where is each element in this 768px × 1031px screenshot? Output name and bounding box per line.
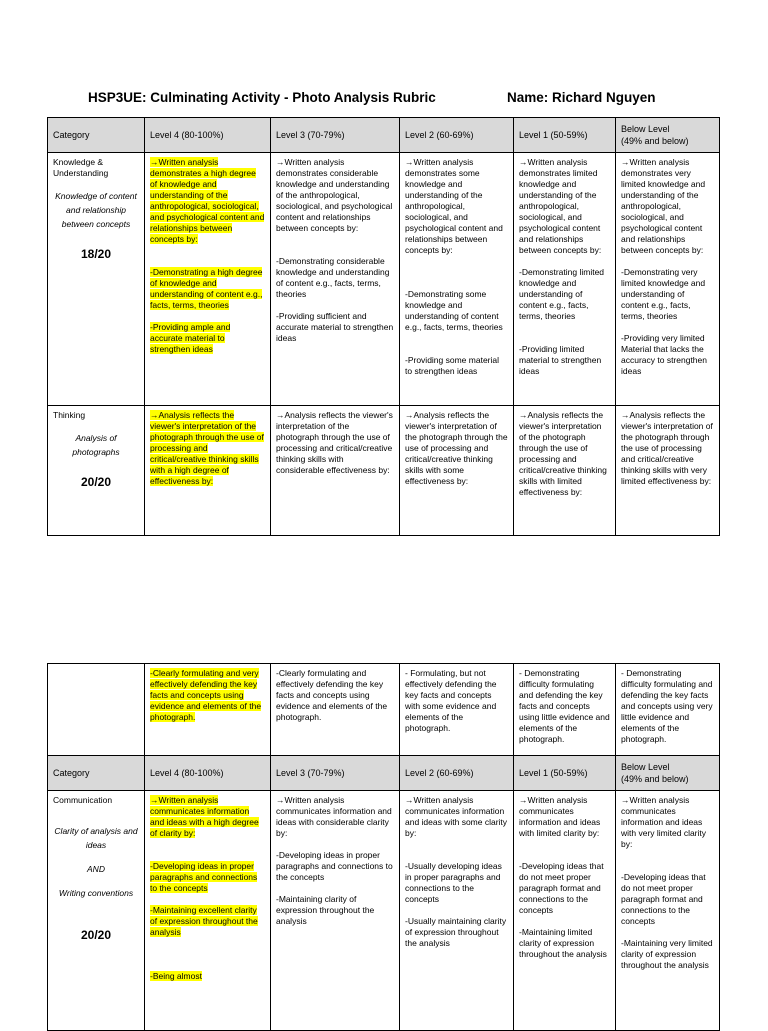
communication-category bbox=[48, 791, 145, 1031]
student-name: Name: Richard Nguyen bbox=[507, 90, 656, 105]
col-level-4: Level 4 (80-100%) bbox=[145, 756, 271, 791]
thinking-below-level: →Analysis reflects the viewer's interpretation of the photograph through the use of processing and critical/creative thinking skills with very limited effectiveness by: bbox=[616, 406, 720, 536]
col-level-4: Level 4 (80-100%) bbox=[145, 118, 271, 153]
continued-below-level: - Demonstrating difficulty formulating and defending the key facts and concepts using very little evidence and elements of the photograph. bbox=[616, 664, 720, 756]
knowledge-level-2: →Written analysis demonstrates some knowledge and understanding of the anthropological, sociological, and psychological content and relationships between concepts by: -Demonstrating some knowledge and understanding of content e.g., facts, terms, theories -Providing some material to strengthen ideas bbox=[400, 153, 514, 406]
category-description-2: Writing conventions bbox=[58, 888, 134, 898]
col-level-1: Level 1 (50-59%) bbox=[514, 118, 616, 153]
empty-category bbox=[48, 664, 145, 756]
category-and: AND bbox=[87, 864, 105, 874]
score: 20/20 bbox=[80, 475, 112, 489]
category-name: Communication bbox=[53, 795, 113, 805]
category-description: Clarity of analysis and ideas bbox=[54, 826, 138, 850]
rubric-table-1 bbox=[47, 117, 720, 536]
thinking-level-1: →Analysis reflects the viewer's interpretation of the photograph through the use of processing and critical/creative thinking skills with limited effectiveness by: bbox=[514, 406, 616, 536]
communication-level-3: →Written analysis communicates information and ideas with considerable clarity by: -Developing ideas in proper paragraphs and connections to the concepts -Maintaining clarity of expression throughout the analysis bbox=[271, 791, 400, 1031]
col-level-1: Level 1 (50-59%) bbox=[514, 756, 616, 791]
col-level-3: Level 3 (70-79%) bbox=[271, 118, 400, 153]
communication-row bbox=[48, 791, 720, 1031]
header-row-2 bbox=[48, 756, 720, 791]
thinking-row bbox=[48, 406, 720, 536]
thinking-category bbox=[48, 406, 145, 536]
col-level-3: Level 3 (70-79%) bbox=[271, 756, 400, 791]
category-description: Analysis of photographs bbox=[72, 433, 120, 457]
thinking-level-2: →Analysis reflects the viewer's interpretation of the photograph through the use of processing and critical/creative thinking skills with some effectiveness by: bbox=[400, 406, 514, 536]
col-category: Category bbox=[48, 756, 145, 791]
continued-level-2: - Formulating, but not effectively defending the key facts and concepts with some evidence and elements of the photograph. bbox=[400, 664, 514, 756]
rubric-table-2 bbox=[47, 663, 720, 1031]
col-level-2: Level 2 (60-69%) bbox=[400, 756, 514, 791]
thinking-level-4: →Analysis reflects the viewer's interpretation of the photograph through the use of processing and critical/creative thinking skills with a high degree of effectiveness by: bbox=[145, 406, 271, 536]
communication-below-level: →Written analysis communicates information and ideas with very limited clarity by: -Developing ideas that do not meet proper paragraph format and connections to the concepts -Maintaining very limited clarity of expression throughout the analysis bbox=[616, 791, 720, 1031]
thinking-continued-row bbox=[48, 664, 720, 756]
category-description: Knowledge of content and relationship between concepts bbox=[55, 191, 137, 229]
knowledge-category bbox=[48, 153, 145, 406]
col-below-level: Below Level (49% and below) bbox=[616, 118, 720, 153]
continued-level-3: -Clearly formulating and effectively defending the key facts and concepts using evidence and elements of the photograph. bbox=[271, 664, 400, 756]
thinking-level-3: →Analysis reflects the viewer's interpretation of the photograph through the use of processing and critical/creative thinking skills with considerable effectiveness by: bbox=[271, 406, 400, 536]
page-title: HSP3UE: Culminating Activity - Photo Analysis Rubric bbox=[88, 90, 436, 105]
col-category: Category bbox=[48, 118, 145, 153]
continued-level-1: - Demonstrating difficulty formulating and defending the key facts and concepts using little evidence and elements of the photograph. bbox=[514, 664, 616, 756]
knowledge-below-level: →Written analysis demonstrates very limited knowledge and understanding of the anthropological, sociological, and psychological content and relationships between concepts by: -Demonstrating very limited knowledge and understanding of content e.g., facts, terms, theories -Providing very limited Material that lacks the accuracy to strengthen ideas bbox=[616, 153, 720, 406]
communication-level-4: →Written analysis communicates information and ideas with a high degree of clarity by: -Developing ideas in proper paragraphs and connections to the concepts -Maintaining excellent clarity of expression throughout the analysis -Being almost bbox=[145, 791, 271, 1031]
knowledge-row bbox=[48, 153, 720, 406]
category-name: Thinking bbox=[53, 410, 86, 420]
score: 18/20 bbox=[80, 247, 112, 261]
category-name: Knowledge & Understanding bbox=[53, 157, 109, 178]
knowledge-level-1: →Written analysis demonstrates limited knowledge and understanding of the anthropological, sociological, and psychological content and relationships between concepts by: -Demonstrating limited knowledge and understanding of content e.g., facts, terms, theories -Providing limited material to strengthen ideas bbox=[514, 153, 616, 406]
header-row bbox=[48, 118, 720, 153]
col-level-2: Level 2 (60-69%) bbox=[400, 118, 514, 153]
col-below-level: Below Level (49% and below) bbox=[616, 756, 720, 791]
knowledge-level-3: →Written analysis demonstrates considerable knowledge and understanding of the anthropological, sociological, and psychological content and relationships between concepts by: -Demonstrating considerable knowledge and understanding of content e.g., facts, terms, theories -Providing sufficient and accurate material to strengthen ideas bbox=[271, 153, 400, 406]
score: 20/20 bbox=[80, 928, 112, 942]
continued-level-4: -Clearly formulating and very effectively defending the key facts and concepts using evidence and elements of the photograph. bbox=[145, 664, 271, 756]
knowledge-level-4: →Written analysis demonstrates a high degree of knowledge and understanding of the anthropological, sociological, and psychological content and relationships between concepts by: -Demonstrating a high degree of knowledge and understanding of content e.g., facts, terms, theories -Providing ample and accurate material to strengthen ideas bbox=[145, 153, 271, 406]
communication-level-2: →Written analysis communicates information and ideas with some clarity by: -Usually developing ideas in proper paragraphs and connections to the concepts -Usually maintaining clarity of expression throughout the analysis bbox=[400, 791, 514, 1031]
communication-level-1: →Written analysis communicates information and ideas with limited clarity by: -Developing ideas that do not meet proper paragraph format and connections to the concepts -Maintaining limited clarity of expression throughout the analysis bbox=[514, 791, 616, 1031]
